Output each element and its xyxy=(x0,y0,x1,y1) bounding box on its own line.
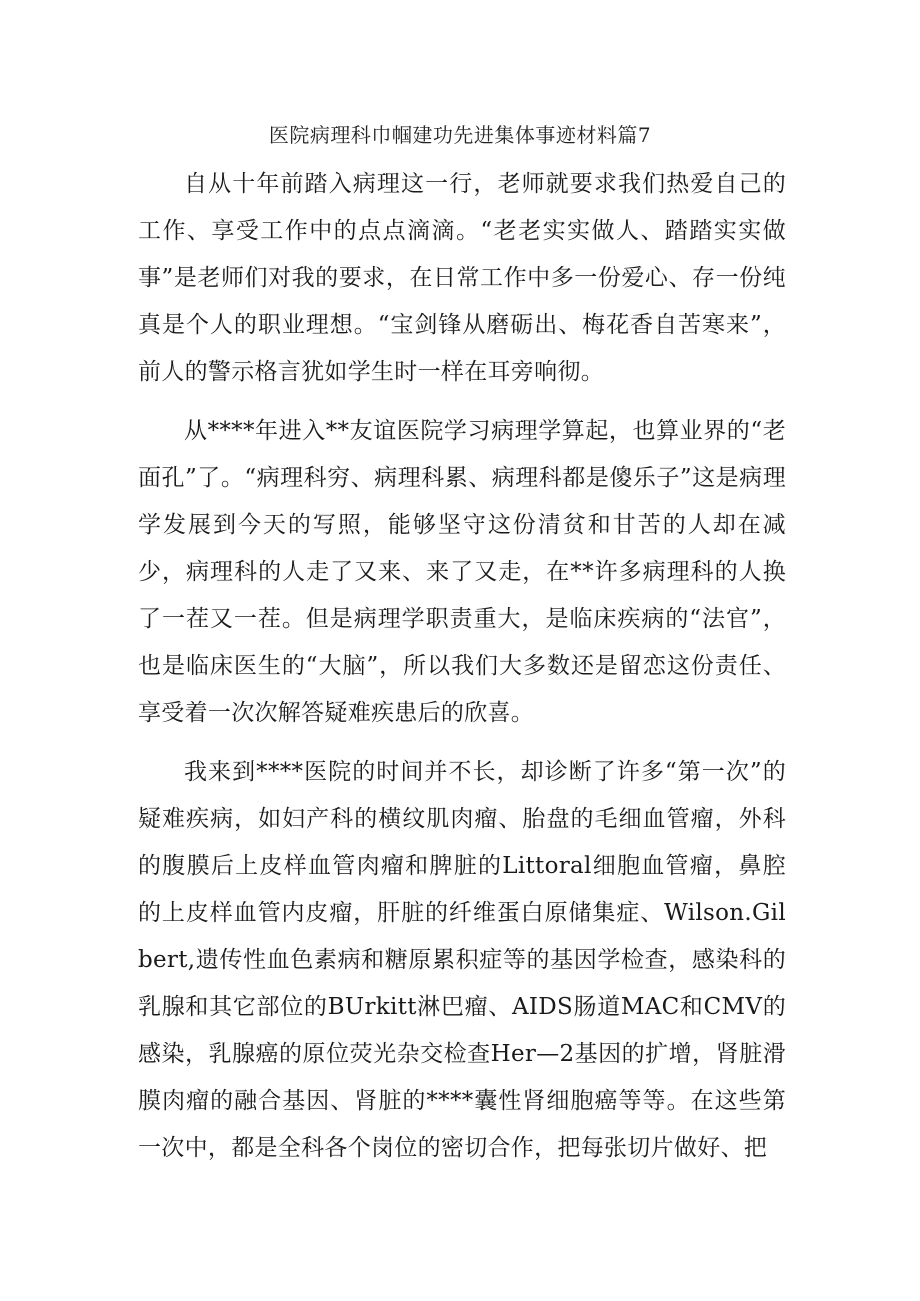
paragraph-3: 我来到****医院的时间并不长，却诊断了许多“第一次”的疑难疾病，如妇产科的横纹肌肉瘤、胎盘的毛细血管瘤，外科的腹膜后上皮样血管肉瘤和脾脏的Littoral细胞血管瘤，鼻腔的上皮样血管内皮瘤，肝脏的纤维蛋白原储集症、Wilson.Gilbert,遗传性血色素病和糖原累积症等的基因学检查，感染科的乳腺和其它部位的BUrkitt淋巴瘤、AIDS肠道MAC和CMV的感染，乳腺癌的原位荧光杂交检查Her—2基因的扩增，肾脏滑膜肉瘤的融合基因、肾脏的****囊性肾细胞癌等等。在这些第一次中，都是全科各个岗位的密切合作，把每张切片做好、把 xyxy=(138,759,786,1161)
paragraph-2: 从****年进入**友谊医院学习病理学算起，也算业界的“老面孔”了。“病理科穷、病理科累、病理科都是傻乐子”这是病理学发展到今天的写照，能够坚守这份清贫和甘苦的人却在减少，病理科的人走了又来、来了又走，在**许多病理科的人换了一茬又一茬。但是病理学职责重大，是临床疾病的“法官”，也是临床医生的“大脑”，所以我们大多数还是留恋这份责任、享受着一次次解答疑难疾患后的欣喜。 xyxy=(138,418,786,726)
paragraph-1: 自从十年前踏入病理这一行，老师就要求我们热爱自己的工作、享受工作中的点点滴滴。“老老实实做人、踏踏实实做事”是老师们对我的要求，在日常工作中多一份爱心、存一份纯真是个人的职业理想。“宝剑锋从磨砺出、梅花香自苦寒来”，前人的警示格言犹如学生时一样在耳旁响彻。 xyxy=(138,171,786,385)
document-title: 医院病理科巾帼建功先进集体事迹材料篇7 xyxy=(268,123,652,147)
document-body xyxy=(138,161,786,1184)
